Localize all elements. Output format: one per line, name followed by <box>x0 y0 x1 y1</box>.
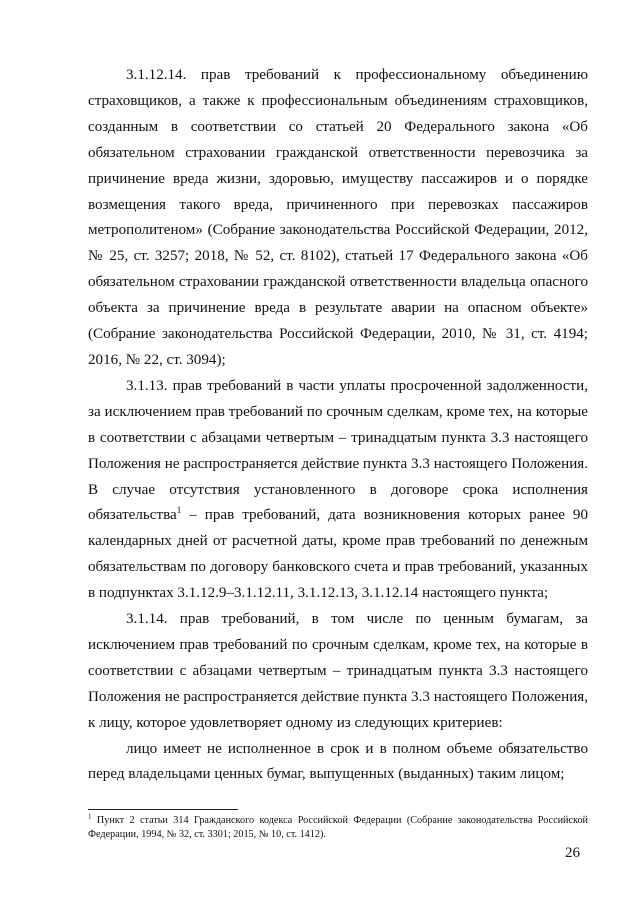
paragraph-3-1-13-continuation: – прав требований, дата возникновения которых ранее 90 календарных дней от расчетной даты, кроме прав требований по денежным обязательствам по договору банковского счета и прав требований, указанных в подпунктах 3.1.12.9–3.1.12.11, 3.1.12.13, 3.1.12.14 настоящего пункта; <box>88 507 588 602</box>
footnote-reference[interactable]: 1 <box>176 505 182 516</box>
footnote-separator <box>88 809 238 810</box>
paragraph-3-1-13 <box>88 374 588 607</box>
paragraph-3-1-14: 3.1.14. прав требований, в том числе по ценным бумагам, за исключением прав требований по срочным сделкам, кроме тех, на которые в соответствии с абзацами четвертым – тринадцатым пункта 3.3 настоящего Положения не распространяется действие пункта 3.3 настоящего Положения, к лицу, которое удовлетворяет одному из следующих критериев: <box>88 611 588 731</box>
paragraph-3-1-13-text: 3.1.13. прав требований в части уплаты просроченной задолженности, за исключением прав требований по срочным сделкам, кроме тех, на которые в соответствии с абзацами четвертым – тринадцатым пункта 3.3 настоящего Положения не распространяется действие пункта 3.3 настоящего Положения. В случае отсутствия установленного в договоре срока исполнения обязательства <box>88 377 588 524</box>
footnote <box>88 814 588 841</box>
footnote-text: Пункт 2 статьи 314 Гражданского кодекса Российской Федерации (Собрание законодательства Российской Федерации, 1994, № 32, ст. 3301; 2015, № 10, ст. 1412). <box>88 815 588 840</box>
body-text <box>88 63 588 788</box>
page-number: 26 <box>565 845 580 861</box>
paragraph-3-1-12-14: 3.1.12.14. прав требований к профессиональному объединению страховщиков, а также к профессиональным объединениям страховщиков, созданным в соответствии со статьей 20 Федерального закона «Об обязательном страховании гражданской ответственности перевозчика за причинение вреда жизни, здоровью, имуществу пассажиров и о порядке возмещения такого вреда, причиненного при перевозках пассажиров метрополитеном» (Собрание законодательства Российской Федерации, 2012, № 25, ст. 3257; 2018, № 52, ст. 8102), статьей 17 Федерального закона «Об обязательном страховании гражданской ответственности владельца опасного объекта за причинение вреда в результате аварии на опасном объекте» (Собрание законодательства Российской Федерации, 2010, № 31, ст. 4194; 2016, № 22, ст. 3094); <box>88 67 588 368</box>
footnote-marker: 1 <box>88 812 92 821</box>
paragraph-criterion-1: лицо имеет не исполненное в срок и в полном объеме обязательство перед владельцами ценных бумаг, выпущенных (выданных) таким лицом; <box>88 740 588 783</box>
